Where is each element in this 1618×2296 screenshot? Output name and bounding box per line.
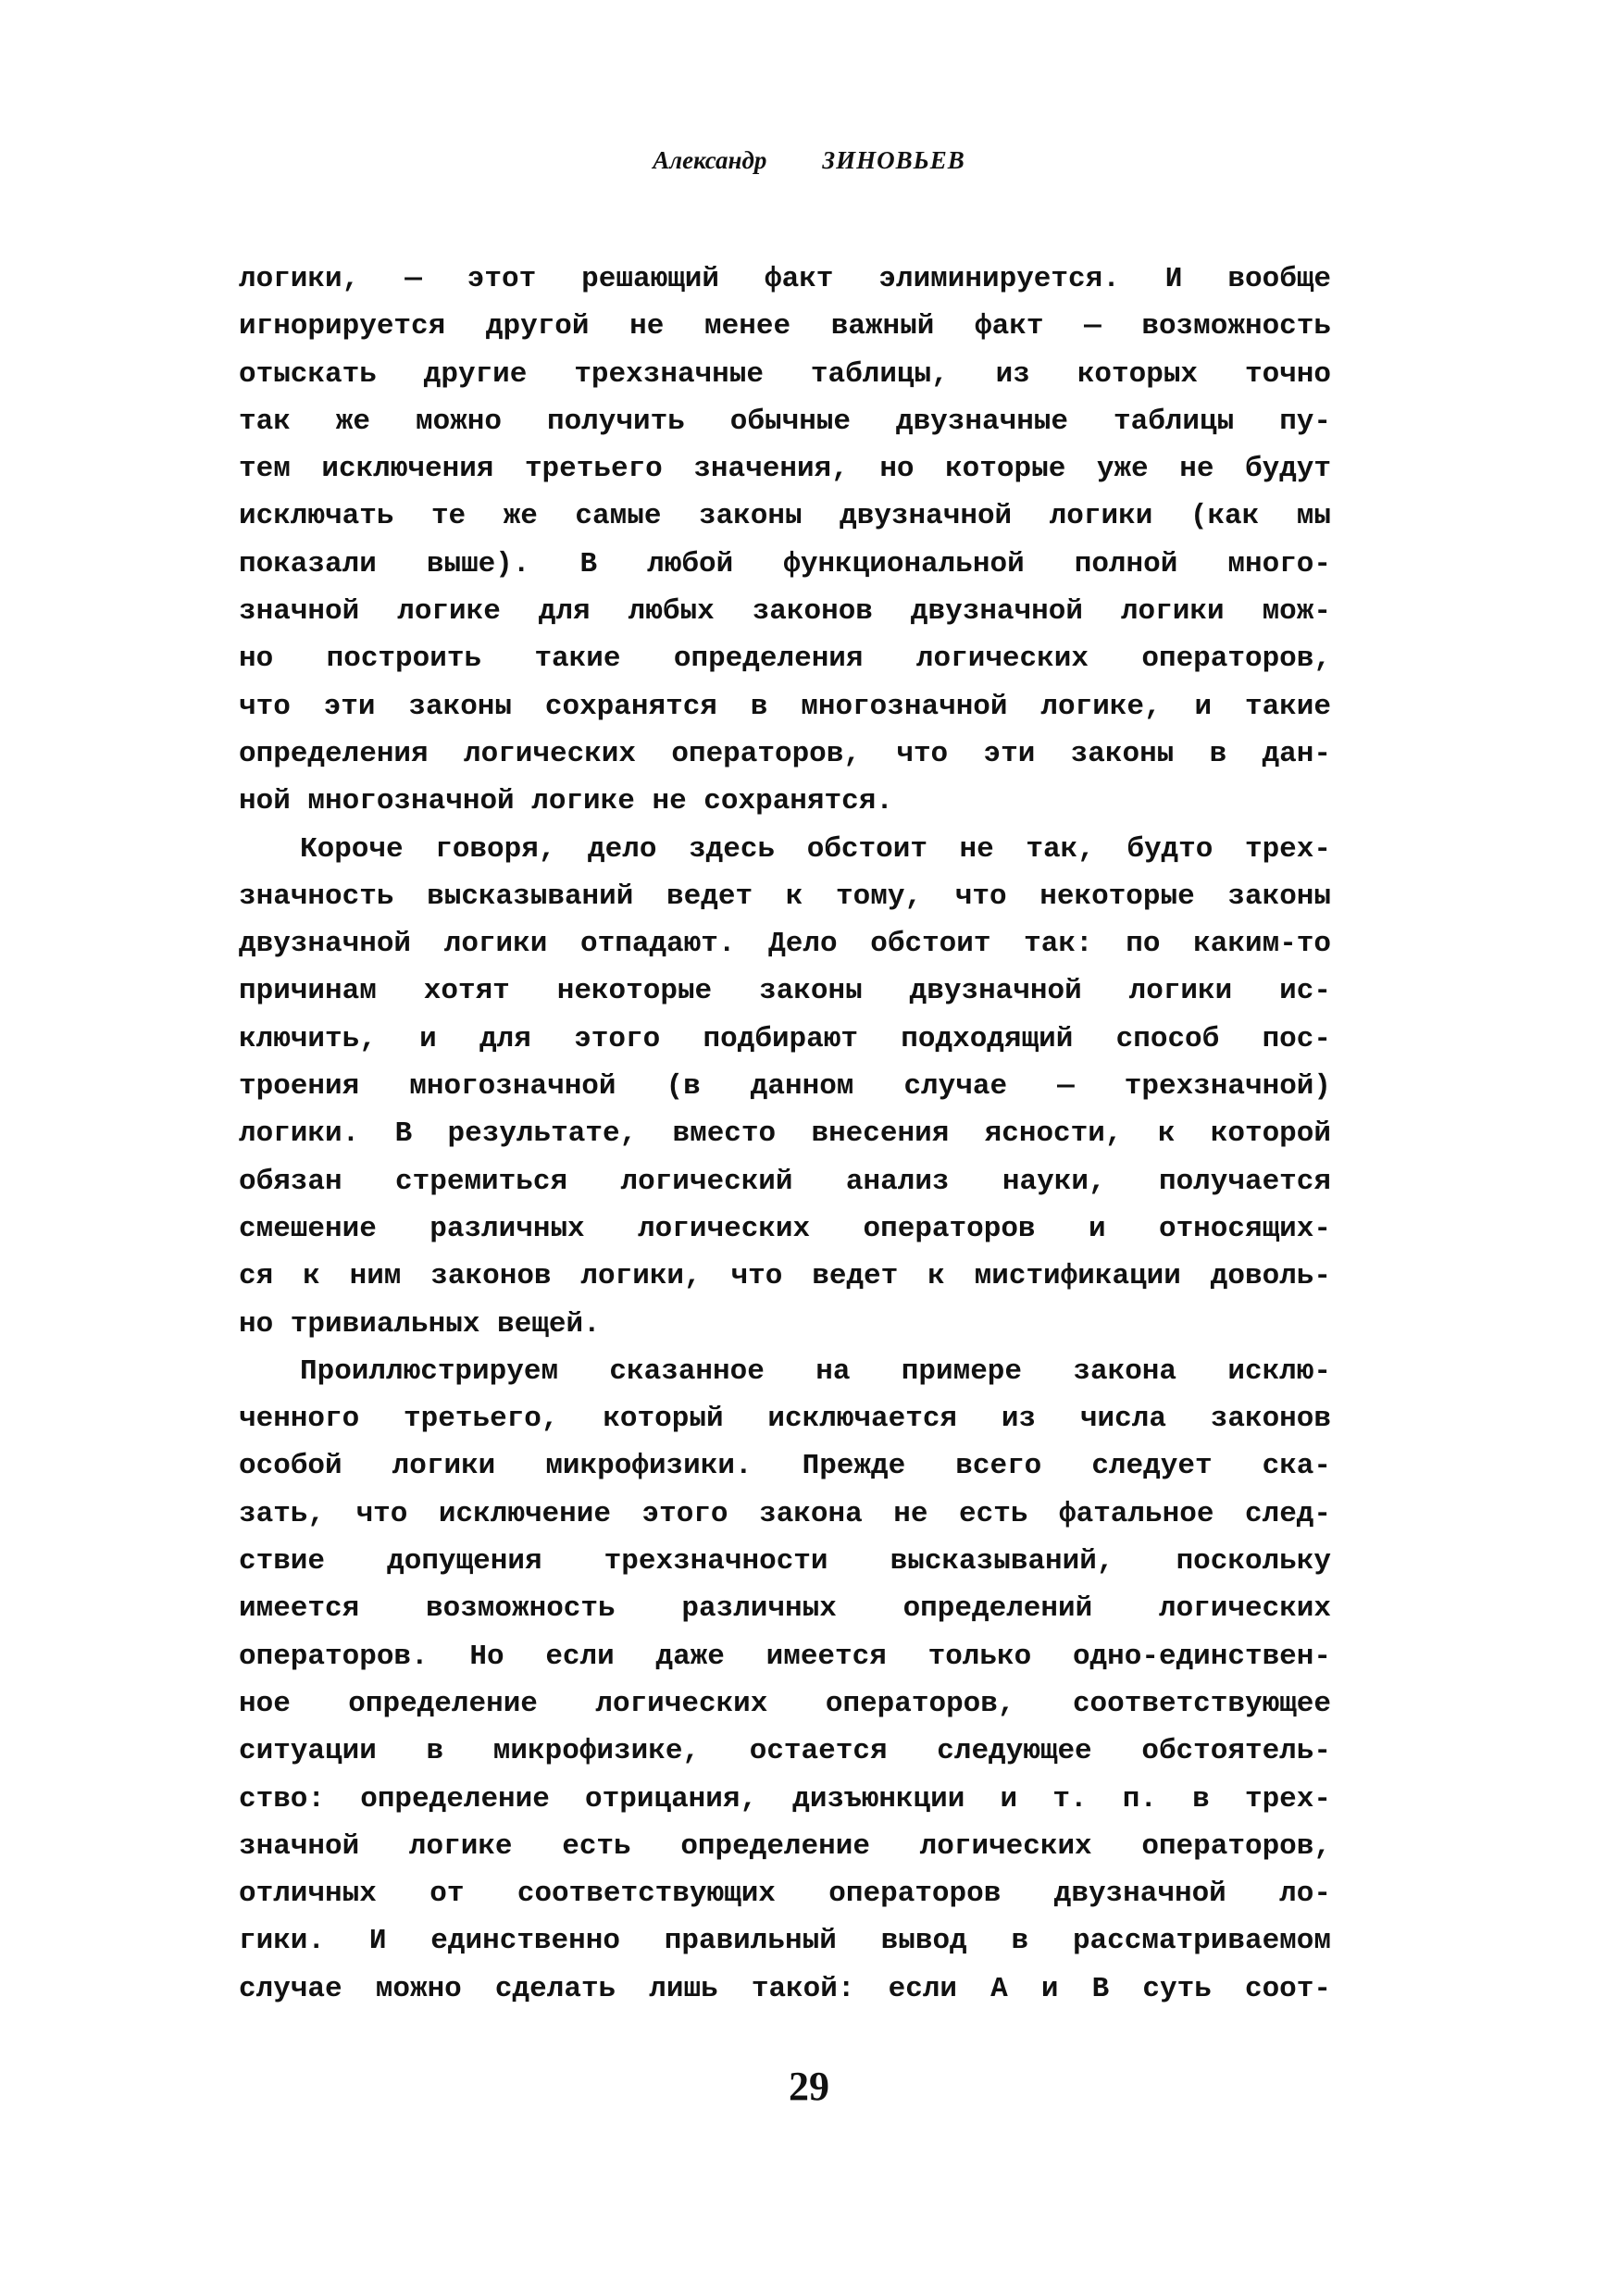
text-line: значной логике есть определение логических операторов, <box>239 1829 1331 1863</box>
paragraph <box>239 256 1331 826</box>
page-number: 29 <box>789 2064 829 2109</box>
text-line: определения логических операторов, что эти законы в дан- <box>239 737 1331 770</box>
text-line: так же можно получить обычные двузначные таблицы пу- <box>239 405 1331 438</box>
text-line: обязан стремиться логический анализ науки, получается <box>239 1165 1331 1198</box>
text-line: случае можно сделать лишь такой: если А и В суть соот- <box>239 1972 1331 2005</box>
author-surname: ЗИНОВЬЕВ <box>822 146 965 174</box>
text-line: логики, — этот решающий факт элиминируется. И вообще <box>239 263 1331 295</box>
text-line: что эти законы сохранятся в многозначной логике, и такие <box>239 690 1331 723</box>
text-line: ключить, и для этого подбирают подходящий способ пос- <box>239 1022 1331 1055</box>
text-line: операторов. Но если даже имеется только одно-единствен- <box>239 1640 1331 1673</box>
text-line: особой логики микрофизики. Прежде всего следует ска- <box>239 1450 1331 1483</box>
text-line: Короче говоря, дело здесь обстоит не так, будто трех- <box>300 832 1331 866</box>
text-line: показали выше). В любой функциональной полной много- <box>239 547 1331 580</box>
text-line: но построить такие определения логических операторов, <box>239 643 1331 676</box>
paragraph <box>239 826 1331 1348</box>
text-line: тем исключения третьего значения, но которые уже не будут <box>239 453 1331 486</box>
text-line: ной многозначной логике не сохранятся. <box>239 785 893 818</box>
text-line: ченного третьего, который исключается из числа законов <box>239 1403 1331 1436</box>
text-line: отличных от соответствующих операторов двузначной ло- <box>239 1878 1331 1911</box>
text-line: но тривиальных вещей. <box>239 1307 601 1341</box>
text-line: ство: определение отрицания, дизъюнкции и т. п. в трех- <box>239 1782 1331 1816</box>
text-line: значность высказываний ведет к тому, что некоторые законы <box>239 880 1331 913</box>
text-line: ся к ним законов логики, что ведет к мистификации доволь- <box>239 1260 1331 1293</box>
text-line: ное определение логических операторов, соответствующее <box>239 1687 1331 1720</box>
text-line: исключать те же самые законы двузначной логики (как мы <box>239 500 1331 533</box>
text-line: имеется возможность различных определений логических <box>239 1592 1331 1626</box>
text-line: логики. В результате, вместо внесения ясности, к которой <box>239 1117 1331 1151</box>
text-line: ситуации в микрофизике, остается следующее обстоятель- <box>239 1735 1331 1768</box>
author-first-name: Александр <box>653 146 767 174</box>
text-line: гики. И единственно правильный вывод в рассматриваемом <box>239 1925 1331 1958</box>
text-line: двузначной логики отпадают. Дело обстоит так: по каким-то <box>239 928 1331 961</box>
text-line: зать, что исключение этого закона не есть фатальное след- <box>239 1497 1331 1530</box>
running-header <box>0 146 1618 175</box>
text-line: смешение различных логических операторов и относящих- <box>239 1212 1331 1245</box>
body-text <box>239 256 1331 2013</box>
text-line: игнорируется другой не менее важный факт — возможность <box>239 310 1331 343</box>
text-line: троения многозначной (в данном случае — трехзначной) <box>239 1070 1331 1104</box>
text-line: причинам хотят некоторые законы двузначной логики ис- <box>239 975 1331 1008</box>
paragraph <box>239 1348 1331 2013</box>
text-line: отыскать другие трехзначные таблицы, из которых точно <box>239 357 1331 391</box>
text-line: Проиллюстрируем сказанное на примере закона исклю- <box>300 1354 1331 1388</box>
text-line: значной логике для любых законов двузначной логики мож- <box>239 595 1331 629</box>
text-line: ствие допущения трехзначности высказываний, поскольку <box>239 1545 1331 1578</box>
